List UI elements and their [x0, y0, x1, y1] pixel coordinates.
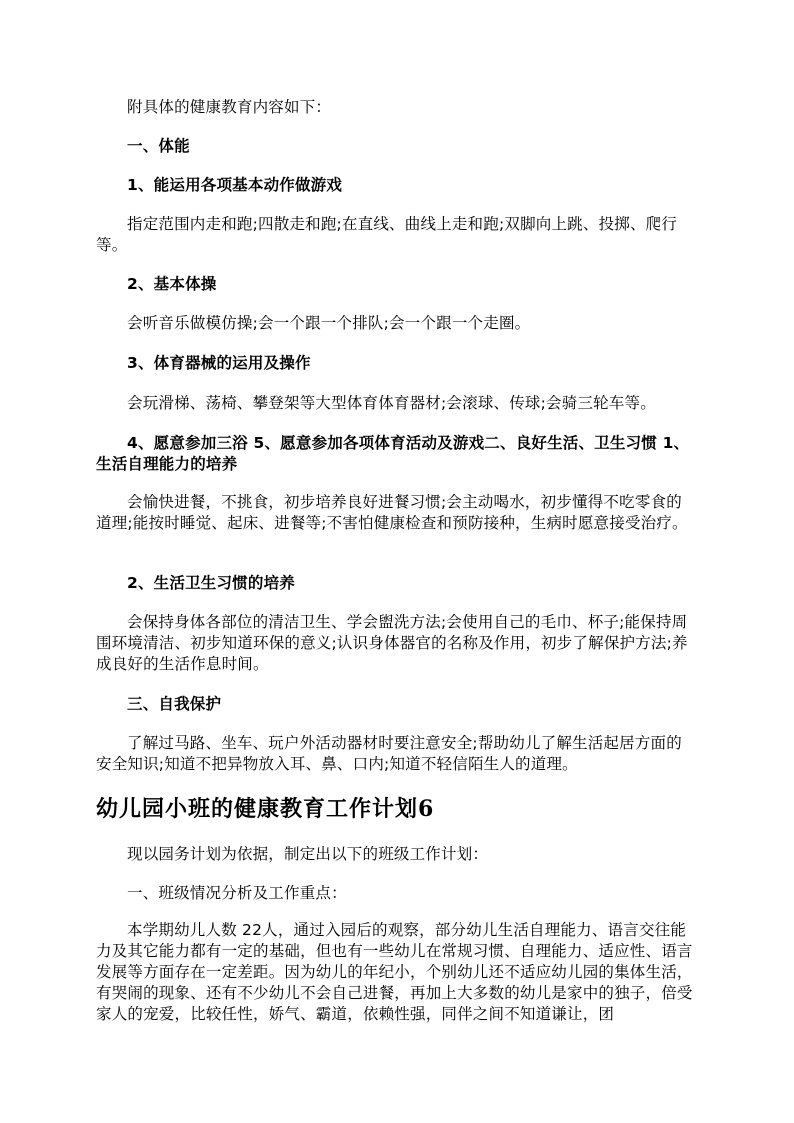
subheading-hygiene: 2、生活卫生习惯的培养	[127, 574, 295, 592]
subheading-self-care: 4、愿意参加三浴 5、愿意参加各项体育活动及游戏二、良好生活、卫生习惯 1、生活自理能力的培养	[96, 434, 690, 473]
subheading-equipment: 3、体育器械的运用及操作	[127, 354, 311, 372]
intro-text: 附具体的健康教育内容如下：	[127, 98, 332, 116]
plan-section-heading: 一、班级情况分析及工作重点：	[127, 884, 347, 902]
plan-section-paragraph: 本学期幼儿人数 22人，通过入园后的观察，部分幼儿生活自理能力、语言交往能力及其它能力都有一定的基础，但也有一些幼儿在常规习惯、自理能力、适应性、语言发展等方面存在一定差距。因为幼儿的年纪小，个别幼儿还不适应幼儿园的集体生活，有哭闹的现象、还有不少幼儿不会自己进餐，再加上大多数的幼儿是家中的独子，倍受家人的宠爱，比较任性，娇气、霸道，依赖性强，同伴之间不知道谦让，团	[96, 921, 693, 1023]
section-heading-physical: 一、体能	[127, 137, 190, 155]
paragraph-equipment: 会玩滑梯、荡椅、攀登架等大型体育体育器材;会滚球、传球;会骑三轮车等。	[127, 394, 656, 412]
paragraph-self-protection: 了解过马路、坐车、玩户外活动器材时要注意安全;帮助幼儿了解生活起居方面的安全知识;知道不把异物放入耳、鼻、口内;知道不轻信陌生人的道理。	[96, 734, 682, 773]
subheading-basic-exercise: 2、基本体操	[127, 275, 217, 293]
section-heading-self-protection: 三、自我保护	[127, 695, 222, 713]
subheading-basic-movements: 1、能运用各项基本动作做游戏	[127, 176, 343, 194]
paragraph-basic-exercise: 会听音乐做模仿操;会一个跟一个排队;会一个跟一个走圈。	[127, 314, 531, 332]
paragraph-hygiene: 会保持身体各部位的清洁卫生、学会盥洗方法;会使用自己的毛巾、杯子;能保持周围环境清洁、初步知道环保的意义;认识身体器官的名称及作用，初步了解保护方法;养成良好的生活作息时间。	[96, 613, 688, 673]
plan-intro: 现以园务计划为依据，制定出以下的班级工作计划：	[127, 845, 489, 863]
paragraph-self-care: 会愉快进餐，不挑食，初步培养良好进餐习惯;会主动喝水，初步懂得不吃零食的道理;能按时睡觉、起床、进餐等;不害怕健康检查和预防接种，生病时愿意接受治疗。	[96, 493, 688, 532]
paragraph-basic-movements: 指定范围内走和跑;四散走和跑;在直线、曲线上走和跑;双脚向上跳、投掷、爬行等。	[96, 215, 678, 254]
plan-title: 幼儿园小班的健康教育工作计划6	[96, 796, 435, 822]
